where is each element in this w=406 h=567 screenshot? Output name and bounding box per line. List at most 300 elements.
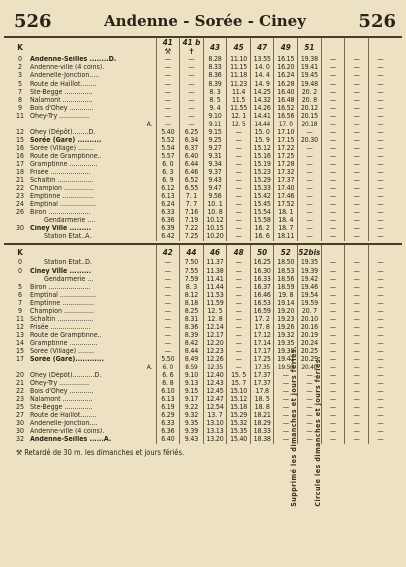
time-cell: 7. 7 [180,201,204,209]
time-cell: — [227,275,251,283]
time-cell: — [345,323,369,331]
station-row [12,299,392,307]
time-cell: — [345,259,369,267]
station-row [12,428,392,436]
time-cell: 18.56 [274,275,298,283]
station-row [12,56,392,64]
km-cell [12,275,28,283]
station-name: Andenelle-Jonction.... [30,420,98,428]
time-cell: — [345,112,369,120]
time-cell: — [368,323,392,331]
time-cell: — [298,404,322,412]
station-row [12,96,392,104]
time-cell: 6.12 [156,185,180,193]
time-cell: 14. 9 [250,80,274,88]
time-cell: — [321,332,345,340]
time-cell: 18.50 [274,259,298,267]
km-cell: 22 [15,184,24,193]
time-cell: — [368,169,392,177]
time-cell: 16.25 [250,259,274,267]
time-cell: 6.34 [180,136,204,144]
time-cell: — [368,436,392,444]
time-cell: 9.43 [180,436,204,444]
time-cell: 14.41 [250,112,274,120]
station-name: Route de Haillot........ [30,80,97,88]
footnote: ⚒ Retardé de 30 m. les dimanches et jours fériés. [16,448,185,458]
time-cell: — [321,120,345,128]
time-cell: — [345,267,369,275]
time-cell: — [345,80,369,88]
km-cell: 32 [15,436,24,444]
time-cell: — [180,88,204,96]
time-cell: 15.12 [250,145,274,153]
time-cell: 20.18 [298,120,322,128]
time-cell: — [298,145,322,153]
time-cell: — [321,104,345,112]
time-cell: — [321,372,345,380]
train-number: 41 b [182,38,201,47]
time-cell: 15.40 [227,436,251,444]
train-number-header [250,38,274,56]
km-cell: 12 [15,128,24,136]
km-cell [12,233,28,241]
time-cell: 8. 3 [203,88,227,96]
station-row [12,404,392,412]
time-cell: — [227,209,251,217]
time-cell: — [345,185,369,193]
time-cell: 5.54 [156,145,180,153]
time-cell: — [321,217,345,225]
time-cell: 19.38 [274,348,298,356]
time-cell: 7.55 [180,267,204,275]
time-cell: 16.20 [274,64,298,72]
time-cell: 9.17 [180,396,204,404]
time-cell: — [368,259,392,267]
time-cell: 13.10 [203,420,227,428]
station-name: Gramptinne .............. [30,160,98,168]
time-cell: — [156,291,180,299]
time-cell: 12.43 [203,380,227,388]
station-row [12,177,392,185]
route-title: Andenne - Sorée - Ciney [104,12,306,30]
train-symbol: ⚒ [164,47,172,56]
time-cell: — [321,396,345,404]
station-row [12,291,392,299]
time-cell: 8.59 [180,364,204,372]
time-cell: — [321,259,345,267]
time-cell: 20. 8 [298,96,322,104]
time-cell: — [345,307,369,315]
time-cell: 19.48 [298,80,322,88]
time-cell: — [227,340,251,348]
km-cell: 18 [15,168,24,177]
time-cell: — [298,201,322,209]
time-cell: 9.25 [203,136,227,144]
time-cell: 19.23 [274,315,298,323]
time-cell: — [321,161,345,169]
time-cell: — [368,56,392,64]
time-cell: — [227,267,251,275]
time-cell: 12.45 [203,388,227,396]
time-cell: — [321,72,345,80]
time-cell: — [227,185,251,193]
time-cell: — [227,225,251,233]
time-cell: 13.20 [203,436,227,444]
km-cell: 23 [15,192,24,201]
time-cell: 20.40 [298,364,322,372]
time-cell: — [368,145,392,153]
time-cell: — [156,120,180,128]
km-cell: 20 [15,371,24,380]
time-cell: 19.20 [274,307,298,315]
station-name: Frisée .................... [30,168,91,177]
time-cell: 9.15 [203,128,227,136]
time-cell: — [298,169,322,177]
time-cell: — [156,348,180,356]
time-cell: 11.4 [227,88,251,96]
time-cell: — [345,380,369,388]
time-cell: 18. 1 [274,209,298,217]
time-cell: 6. 6 [156,372,180,380]
station-name: Champion ............... [30,184,94,193]
station-name: Gendarmerie .... [44,216,96,225]
train-number-header [321,245,345,259]
time-cell: 16. 6 [250,233,274,241]
time-cell: — [368,299,392,307]
time-cell: — [156,80,180,88]
time-cell: 17.37 [250,372,274,380]
station-row [12,72,392,80]
time-cell: 10.20 [203,233,227,241]
time-cell: — [227,332,251,340]
km-cell: 16 [15,144,24,152]
time-cell: — [368,267,392,275]
time-cell: 12. 5 [227,120,251,128]
train-number-header [321,38,345,56]
time-cell: 6.19 [156,404,180,412]
time-cell: 20.30 [298,136,322,144]
time-cell: 7.59 [180,275,204,283]
time-cell: 15.23 [250,169,274,177]
train-number-header [180,38,204,56]
train-number-header [203,245,227,259]
time-cell: 14.26 [250,104,274,112]
time-cell: — [321,185,345,193]
time-cell: 15.35 [227,428,251,436]
time-cell: 19.41 [274,356,298,364]
station-row [12,323,392,331]
station-name: Nalamont ............... [30,96,93,104]
station-name: Sorée (Village) ........ [30,144,95,152]
train-number: 42 [162,247,173,257]
time-cell: 19.14 [274,299,298,307]
time-cell: — [345,364,369,372]
time-cell: — [321,356,345,364]
time-cell: 10. 1 [203,201,227,209]
time-cell: 8.33 [203,64,227,72]
time-cell: 5.52 [156,136,180,144]
time-cell: 6.40 [156,436,180,444]
time-cell: 19.38 [298,56,322,64]
time-cell: 19.42 [298,275,322,283]
time-cell: — [368,283,392,291]
time-cell: — [368,177,392,185]
time-cell: — [298,225,322,233]
time-cell: — [156,283,180,291]
time-cell: — [345,161,369,169]
time-cell: — [345,145,369,153]
time-cell: 18. 4 [274,217,298,225]
time-cell: 10.12 [203,217,227,225]
train-number: 52bis [298,247,321,257]
time-cell: 12.54 [203,404,227,412]
time-cell: — [368,120,392,128]
km-cell: 5 [17,283,22,291]
time-cell: — [345,332,369,340]
time-cell: — [345,225,369,233]
time-cell: — [180,112,204,120]
time-cell: — [321,128,345,136]
time-cell: — [227,259,251,267]
station-row [12,388,392,396]
time-cell: 15.42 [250,193,274,201]
km-cell: 15 [15,347,24,355]
time-cell: — [345,412,369,420]
km-cell: 17 [15,355,24,364]
time-cell: — [298,428,322,436]
time-cell: 15.54 [250,209,274,217]
time-cell: 17.22 [274,145,298,153]
time-cell: — [180,104,204,112]
time-cell: 20.10 [298,315,322,323]
time-cell: 14.25 [250,88,274,96]
time-cell: — [227,283,251,291]
station-row [12,209,392,217]
time-cell: — [227,323,251,331]
time-cell: 15.32 [227,420,251,428]
time-cell: 16.59 [250,307,274,315]
train-number: 43 [209,42,220,52]
time-cell: 17.17 [250,348,274,356]
time-cell: 9.13 [180,380,204,388]
time-cell: — [274,388,298,396]
train-number-header [274,245,298,259]
station-name: Champion ............... [30,307,94,315]
time-cell: 9.22 [180,404,204,412]
time-cell: — [345,396,369,404]
time-cell: 9.31 [203,153,227,161]
time-cell: — [156,88,180,96]
station-row [12,217,392,225]
time-cell: 6.24 [156,201,180,209]
time-cell: 9.37 [203,169,227,177]
time-cell: 19.26 [274,323,298,331]
time-cell: 7.19 [180,217,204,225]
time-cell: — [368,201,392,209]
km-cell: 17 [15,160,24,168]
km-cell: 2 [17,64,22,72]
time-cell: — [345,153,369,161]
km-cell: 22 [15,387,24,396]
time-cell: 15. 9 [250,136,274,144]
time-cell: 17.46 [274,193,298,201]
km-header: K [17,247,23,257]
time-cell: — [368,193,392,201]
time-cell: — [227,193,251,201]
time-cell: — [156,267,180,275]
time-cell: — [321,56,345,64]
time-cell: — [321,136,345,144]
time-cell: 9.11 [203,120,227,128]
time-cell: — [156,259,180,267]
km-cell: 3 [17,72,22,80]
route-number-right: 526 [358,10,396,32]
time-cell: — [368,136,392,144]
time-cell: — [321,233,345,241]
time-cell: — [156,72,180,80]
time-cell: 15.12 [227,396,251,404]
time-cell: — [368,404,392,412]
km-cell: 0 [17,56,22,64]
time-cell: 20. 2 [298,88,322,96]
time-cell: — [298,380,322,388]
time-cell: 6. 8 [156,380,180,388]
time-cell: — [298,420,322,428]
station-row [12,88,392,96]
time-cell: 17.28 [274,161,298,169]
time-cell: 11.59 [203,299,227,307]
time-cell: 11.23 [227,80,251,88]
station-row [12,396,392,404]
time-cell: — [345,233,369,241]
station-row [12,372,392,380]
time-cell: 9.10 [180,372,204,380]
time-cell: — [156,340,180,348]
train-number-header [345,245,369,259]
km-cell: 21 [15,176,24,185]
time-cell: — [321,428,345,436]
time-cell: — [180,96,204,104]
time-cell: — [345,88,369,96]
time-cell: — [345,420,369,428]
station-name: Andenne-Seilles ........D. [30,56,117,64]
km-cell: 7 [17,299,22,307]
time-cell: — [368,217,392,225]
time-cell: 19.35 [298,259,322,267]
time-cell: — [321,96,345,104]
time-cell: 6.36 [156,217,180,225]
time-cell: — [321,177,345,185]
time-cell: — [345,428,369,436]
time-cell: 16. 2 [250,225,274,233]
station-name: Route de Haillot........ [30,411,97,420]
km-cell: 5 [17,80,22,88]
station-row [12,420,392,428]
km-cell [12,364,28,372]
km-cell: 25 [15,403,24,412]
time-cell: — [321,145,345,153]
station-name: Ohey-Try ............... [30,379,90,388]
station-header [28,245,156,259]
station-header [28,38,156,56]
time-cell: 19.35 [274,340,298,348]
time-cell: — [368,332,392,340]
time-cell: — [368,88,392,96]
time-cell: 16.56 [274,112,298,120]
station-name: A. [146,363,153,372]
time-cell: 11.55 [227,104,251,112]
km-cell: 24 [15,200,24,209]
time-cell: 8.28 [203,56,227,64]
time-cell: — [274,428,298,436]
time-cell: 8.25 [180,307,204,315]
station-row [12,356,392,364]
train-number: 52 [280,247,291,257]
timetable-page [4,6,402,562]
time-cell: 6. 0 [156,161,180,169]
time-cell: — [368,153,392,161]
station-name: Andenne-Seilles ......A. [30,436,112,444]
time-cell: 9.34 [203,161,227,169]
time-cell: 16.28 [274,80,298,88]
train-number: 46 [209,247,220,257]
time-cell: 20.19 [298,332,322,340]
time-cell: — [368,185,392,193]
station-name: Emptinne ................ [30,299,95,307]
km-cell: 0 [17,259,22,267]
km-cell: 13 [15,331,24,339]
time-cell: — [321,275,345,283]
time-cell: 15.29 [227,412,251,420]
time-cell: 6.36 [156,428,180,436]
time-cell: — [345,340,369,348]
time-cell: — [345,201,369,209]
time-cell: — [321,364,345,372]
station-row [12,275,392,283]
station-row [12,64,392,72]
time-cell: 6.29 [156,412,180,420]
time-cell: 8.18 [180,299,204,307]
time-cell: 15.29 [250,177,274,185]
time-cell: 8. 5 [203,96,227,104]
time-cell: 12. 8 [203,315,227,323]
km-cell: 11 [15,315,24,323]
timetable-outbound [12,38,392,241]
km-cell: 0 [17,267,22,275]
time-cell: 17.40 [274,185,298,193]
time-cell: 17.8 [250,388,274,396]
title-bar [4,6,402,38]
time-cell: 18. 5 [250,396,274,404]
time-cell: 8.49 [180,356,204,364]
time-cell: — [298,153,322,161]
time-cell: — [274,412,298,420]
time-cell: — [321,307,345,315]
time-cell: 11.10 [227,56,251,64]
time-cell: 15. 5 [227,372,251,380]
station-row [12,332,392,340]
time-cell: 6.40 [180,153,204,161]
time-cell: — [227,356,251,364]
time-cell: 8.39 [180,332,204,340]
time-cell: 17.35 [250,364,274,372]
km-cell: 23 [15,395,24,404]
time-cell: 14. 4 [250,72,274,80]
time-cell: 9.35 [180,420,204,428]
time-cell: — [227,169,251,177]
time-cell: — [368,72,392,80]
station-row [12,145,392,153]
